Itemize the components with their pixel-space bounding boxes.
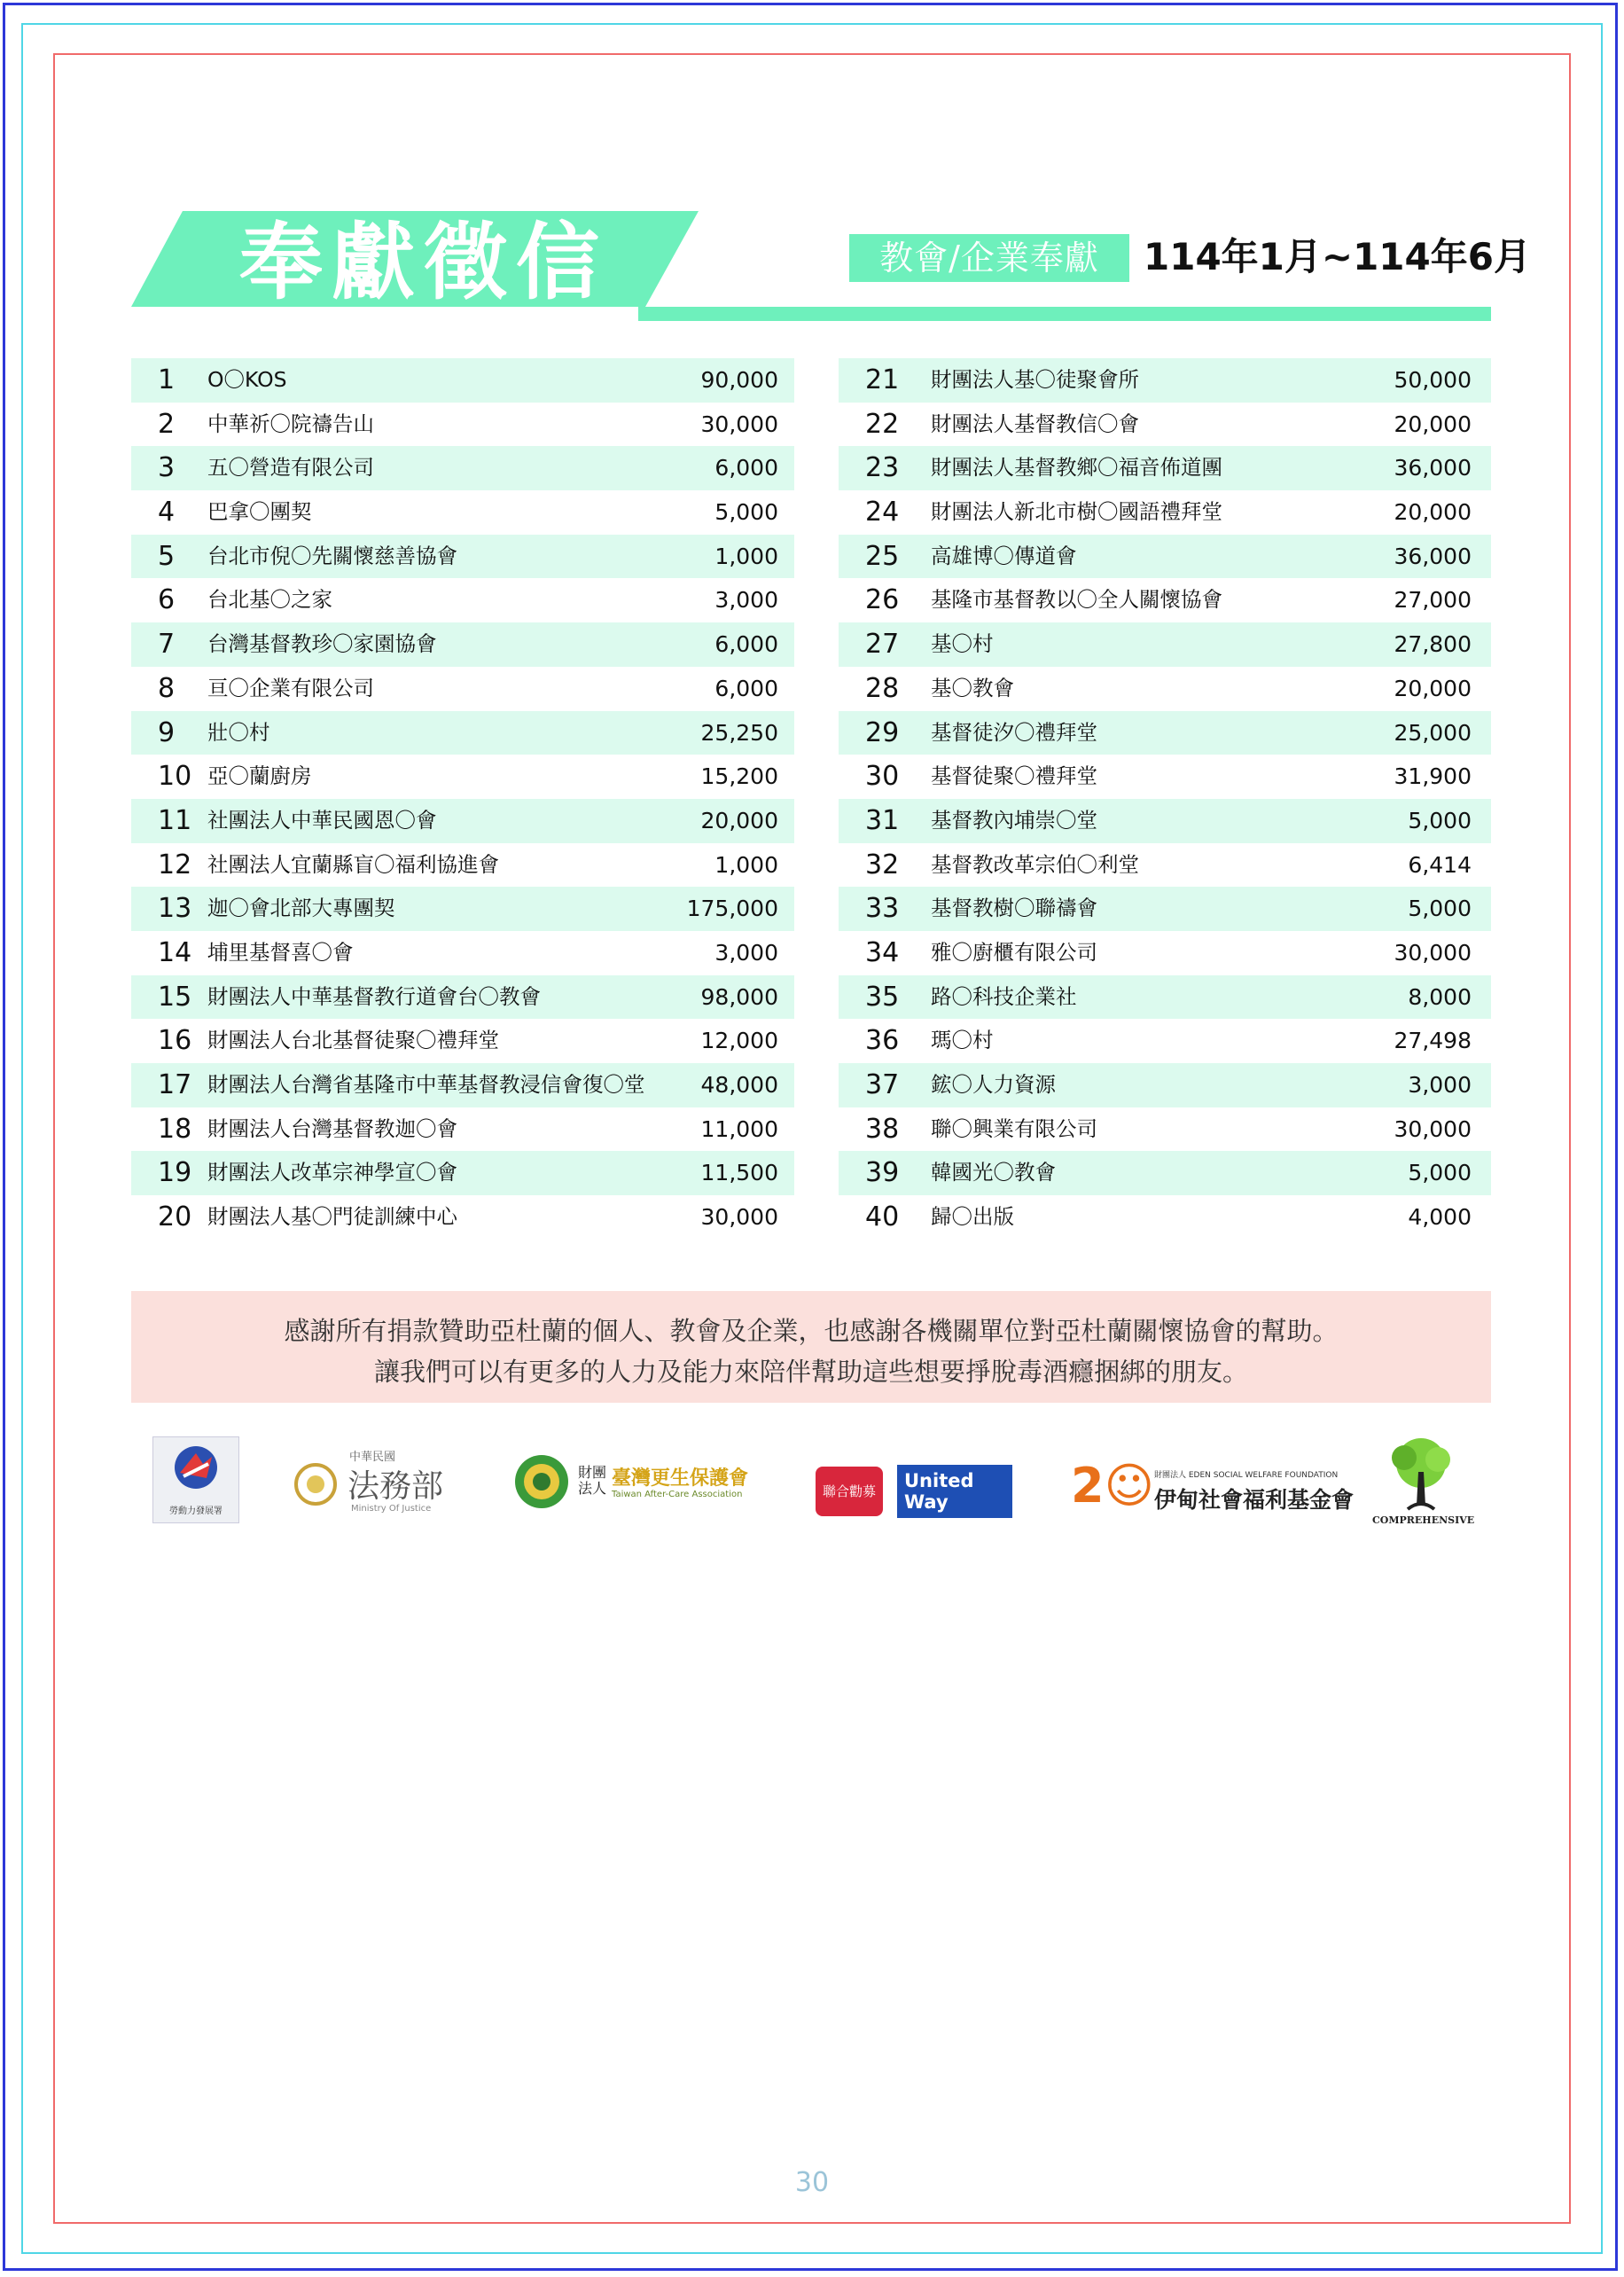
donation-number: 18 xyxy=(158,1113,192,1145)
donation-row xyxy=(131,358,794,403)
united-way-text-1: United xyxy=(904,1470,974,1491)
donation-number: 39 xyxy=(865,1157,900,1189)
thanks-line-2: 讓我們可以有更多的人力及能力來陪伴幫助這些想要掙脫毒酒癮捆綁的朋友。 xyxy=(373,1357,1248,1387)
donation-number: 1 xyxy=(158,364,176,395)
donor-name: 鋐〇人力資源 xyxy=(931,1072,1056,1097)
donation-row xyxy=(839,535,1491,579)
donation-row xyxy=(131,1063,794,1107)
eden-mark-icon: 2☺ xyxy=(1071,1458,1154,1514)
donor-name: 台灣基督教珍〇家園協會 xyxy=(207,631,437,657)
donor-name: 歸〇出版 xyxy=(931,1204,1014,1230)
donor-name: 基督教樹〇聯禱會 xyxy=(931,896,1097,921)
donor-name: 路〇科技企業社 xyxy=(931,983,1077,1009)
donation-row xyxy=(131,667,794,711)
donor-name: 財團法人改革宗神學宣〇會 xyxy=(207,1160,457,1185)
donation-number: 36 xyxy=(865,1025,900,1057)
donation-row xyxy=(131,887,794,931)
donation-amount: 90,000 xyxy=(700,367,778,393)
donation-amount: 3,000 xyxy=(714,587,778,614)
donation-number: 37 xyxy=(865,1069,900,1100)
donor-name: 財團法人基督教鄉〇福音佈道團 xyxy=(931,455,1222,481)
aftercare-prefix-2: 法人 xyxy=(578,1480,607,1497)
donation-amount: 12,000 xyxy=(700,1028,778,1054)
donor-name: 基隆市基督教以〇全人關懷協會 xyxy=(931,587,1222,613)
donation-row xyxy=(839,1063,1491,1107)
donation-row xyxy=(131,1019,794,1063)
donation-row xyxy=(839,358,1491,403)
donor-name: 基督徒汐〇禮拜堂 xyxy=(931,719,1097,745)
donation-amount: 50,000 xyxy=(1394,367,1472,393)
comprehensive-logo xyxy=(1372,1436,1475,1534)
donation-number: 23 xyxy=(865,452,900,484)
donation-number: 26 xyxy=(865,584,900,616)
donation-row xyxy=(839,1019,1491,1063)
donor-name: 台北基〇之家 xyxy=(207,587,332,613)
donation-number: 14 xyxy=(158,936,192,968)
donation-amount: 36,000 xyxy=(1394,543,1472,569)
tree-icon xyxy=(1372,1436,1470,1516)
donor-name: 中華祈〇院禱告山 xyxy=(207,411,374,436)
donation-number: 11 xyxy=(158,804,192,836)
donor-name: 亞〇蘭廚房 xyxy=(207,763,312,789)
donor-name: 財團法人台灣基督教迦〇會 xyxy=(207,1115,457,1141)
donation-amount: 20,000 xyxy=(1394,675,1472,701)
united-way-red-mark: 聯合勸募 xyxy=(816,1467,883,1516)
donation-amount: 4,000 xyxy=(1408,1204,1472,1231)
donation-amount: 36,000 xyxy=(1394,455,1472,481)
united-way-blue-mark xyxy=(897,1465,1012,1518)
thanks-note xyxy=(131,1291,1491,1403)
donor-name: 基〇村 xyxy=(931,631,994,657)
aftercare-logo xyxy=(512,1436,805,1525)
donation-amount: 30,000 xyxy=(700,1204,778,1231)
donation-number: 6 xyxy=(158,584,176,616)
donation-number: 19 xyxy=(158,1157,192,1189)
donation-amount: 15,200 xyxy=(700,763,778,790)
donor-name: 財團法人台北基督徒聚〇禮拜堂 xyxy=(207,1028,499,1053)
donation-row xyxy=(839,1107,1491,1152)
donation-number: 28 xyxy=(865,672,900,704)
donation-number: 10 xyxy=(158,761,192,793)
donation-number: 9 xyxy=(158,716,176,748)
donation-row xyxy=(131,1195,794,1240)
donor-name: 基督徒聚〇禮拜堂 xyxy=(931,763,1097,789)
donation-row xyxy=(839,711,1491,755)
donation-number: 30 xyxy=(865,761,900,793)
donor-name: 巴拿〇團契 xyxy=(207,499,312,525)
donation-number: 7 xyxy=(158,629,176,661)
labor-agency-emblem-icon xyxy=(153,1437,238,1499)
donation-amount: 27,000 xyxy=(1394,587,1472,614)
donor-name: 聯〇興業有限公司 xyxy=(931,1115,1097,1141)
donation-amount: 30,000 xyxy=(700,411,778,437)
donor-name: 壯〇村 xyxy=(207,719,270,745)
moj-logo xyxy=(291,1436,468,1525)
donation-row xyxy=(839,931,1491,975)
donation-row xyxy=(839,403,1491,447)
donation-number: 20 xyxy=(158,1201,192,1233)
donor-name: 韓國光〇教會 xyxy=(931,1160,1056,1185)
donation-number: 32 xyxy=(865,849,900,880)
donation-number: 35 xyxy=(865,981,900,1013)
united-way-logo xyxy=(816,1436,1016,1525)
labor-agency-logo xyxy=(152,1436,239,1523)
donation-amount: 6,000 xyxy=(714,631,778,658)
comprehensive-text: COMPREHENSIVE xyxy=(1372,1514,1475,1526)
donation-row xyxy=(131,975,794,1020)
donation-row xyxy=(131,490,794,535)
donation-number: 33 xyxy=(865,893,900,925)
donor-name: 台北市倪〇先關懷慈善協會 xyxy=(207,543,457,568)
donation-amount: 6,000 xyxy=(714,675,778,701)
donor-name: 財團法人新北市樹〇國語禮拜堂 xyxy=(931,499,1222,525)
donation-row xyxy=(839,622,1491,667)
moj-emblem-icon xyxy=(291,1459,340,1509)
donation-number: 27 xyxy=(865,629,900,661)
donation-list-right xyxy=(839,358,1491,1240)
donation-number: 12 xyxy=(158,849,192,880)
page-number: 30 xyxy=(794,2167,830,2198)
donation-number: 25 xyxy=(865,540,900,572)
donation-amount: 11,000 xyxy=(700,1115,778,1142)
donation-row xyxy=(131,1107,794,1152)
donation-amount: 5,000 xyxy=(1408,807,1472,833)
donation-number: 31 xyxy=(865,804,900,836)
donation-amount: 175,000 xyxy=(686,896,778,922)
donation-row xyxy=(131,622,794,667)
donation-row xyxy=(839,843,1491,888)
donation-amount: 25,000 xyxy=(1394,719,1472,746)
donor-name: 財團法人台灣省基隆市中華基督教浸信會復〇堂 xyxy=(207,1072,645,1097)
donation-number: 5 xyxy=(158,540,176,572)
donation-amount: 48,000 xyxy=(700,1072,778,1098)
eden-logo xyxy=(1071,1436,1355,1525)
donor-name: 財團法人中華基督教行道會台〇教會 xyxy=(207,983,541,1009)
aftercare-main-text: 臺灣更生保護會 xyxy=(612,1467,749,1490)
donation-number: 38 xyxy=(865,1113,900,1145)
donor-name: 迦〇會北部大專團契 xyxy=(207,896,395,921)
donation-row xyxy=(839,799,1491,843)
moj-main-text: 法務部 xyxy=(347,1468,444,1505)
donation-row xyxy=(131,711,794,755)
category-badge: 教會/企業奉獻 xyxy=(849,234,1129,282)
donation-amount: 3,000 xyxy=(714,939,778,966)
donation-row xyxy=(131,535,794,579)
eden-main-text: 伊甸社會福利基金會 xyxy=(1154,1487,1355,1513)
donor-name: 財團法人基〇徒聚會所 xyxy=(931,367,1139,392)
donation-number: 34 xyxy=(865,936,900,968)
donation-row xyxy=(839,755,1491,799)
donor-name: 瑪〇村 xyxy=(931,1028,994,1053)
period-label: 114年1月~114年6月 xyxy=(1144,235,1531,278)
donation-row xyxy=(131,578,794,622)
donor-name: 基督教內埔崇〇堂 xyxy=(931,807,1097,833)
donation-amount: 8,000 xyxy=(1408,983,1472,1010)
donation-amount: 20,000 xyxy=(1394,411,1472,437)
donation-list-left xyxy=(131,358,794,1240)
donation-row xyxy=(131,403,794,447)
donation-number: 22 xyxy=(865,408,900,440)
donation-number: 3 xyxy=(158,452,176,484)
aftercare-prefix-1: 財團 xyxy=(578,1464,607,1481)
donation-amount: 20,000 xyxy=(700,807,778,833)
donation-amount: 1,000 xyxy=(714,543,778,569)
donation-row xyxy=(839,1195,1491,1240)
donation-row xyxy=(839,490,1491,535)
aftercare-sub-text: Taiwan After-Care Association xyxy=(612,1490,743,1499)
donor-name: 亘〇企業有限公司 xyxy=(207,675,374,700)
donation-row xyxy=(131,755,794,799)
donation-row xyxy=(131,931,794,975)
donation-row xyxy=(839,975,1491,1020)
donation-amount: 5,000 xyxy=(714,499,778,526)
donation-amount: 30,000 xyxy=(1394,1115,1472,1142)
donor-name: 財團法人基督教信〇會 xyxy=(931,411,1139,436)
donation-number: 24 xyxy=(865,497,900,528)
donation-number: 2 xyxy=(158,408,176,440)
donation-amount: 5,000 xyxy=(1408,896,1472,922)
donation-number: 40 xyxy=(865,1201,900,1233)
donor-name: 五〇營造有限公司 xyxy=(207,455,374,481)
donation-amount: 3,000 xyxy=(1408,1072,1472,1098)
donation-number: 17 xyxy=(158,1069,192,1100)
donation-number: 16 xyxy=(158,1025,192,1057)
donation-amount: 6,414 xyxy=(1408,851,1472,878)
donation-amount: 20,000 xyxy=(1394,499,1472,526)
thanks-line-1: 感謝所有捐款贊助亞杜蘭的個人、教會及企業，也感謝各機關單位對亞杜蘭關懷協會的幫助。 xyxy=(284,1316,1339,1346)
donor-name: 基〇教會 xyxy=(931,675,1014,700)
donation-number: 15 xyxy=(158,981,192,1013)
eden-small-text: 財團法人 EDEN SOCIAL WELFARE FOUNDATION xyxy=(1154,1471,1339,1480)
donation-row xyxy=(131,1151,794,1195)
donation-amount: 11,500 xyxy=(700,1160,778,1186)
donation-row xyxy=(131,799,794,843)
donation-number: 21 xyxy=(865,364,900,395)
donation-amount: 27,498 xyxy=(1394,1028,1472,1054)
donation-row xyxy=(839,446,1491,490)
donation-amount: 5,000 xyxy=(1408,1160,1472,1186)
donation-row xyxy=(131,446,794,490)
sponsor-logos xyxy=(131,1436,1491,1534)
donor-name: 高雄博〇傳道會 xyxy=(931,543,1077,568)
donation-row xyxy=(839,887,1491,931)
donation-amount: 6,000 xyxy=(714,455,778,481)
moj-top-text: 中華民國 xyxy=(349,1451,396,1464)
donation-number: 29 xyxy=(865,716,900,748)
donor-name: O〇KOS xyxy=(207,367,287,392)
donor-name: 財團法人基〇門徒訓練中心 xyxy=(207,1204,457,1230)
donation-amount: 98,000 xyxy=(700,983,778,1010)
donation-row xyxy=(839,578,1491,622)
donation-amount: 30,000 xyxy=(1394,939,1472,966)
donation-amount: 27,800 xyxy=(1394,631,1472,658)
donor-name: 埔里基督喜〇會 xyxy=(207,939,354,965)
donor-name: 基督教改革宗伯〇利堂 xyxy=(931,851,1139,877)
labor-agency-text: 勞動力發展署 xyxy=(169,1506,223,1516)
moj-sub-text: Ministry Of Justice xyxy=(351,1504,432,1514)
donation-amount: 1,000 xyxy=(714,851,778,878)
donor-name: 社團法人宜蘭縣盲〇福利協進會 xyxy=(207,851,499,877)
donation-row xyxy=(839,667,1491,711)
donor-name: 雅〇廚櫃有限公司 xyxy=(931,939,1097,965)
donor-name: 社團法人中華民國恩〇會 xyxy=(207,807,437,833)
donation-amount: 31,900 xyxy=(1394,763,1472,790)
title-underline xyxy=(638,307,1491,321)
donation-number: 13 xyxy=(158,893,192,925)
page-title: 奉獻徵信 xyxy=(239,215,609,311)
donation-number: 8 xyxy=(158,672,176,704)
united-way-text-2: Way xyxy=(904,1491,949,1513)
donation-row xyxy=(131,843,794,888)
donation-number: 4 xyxy=(158,497,176,528)
aftercare-emblem-icon xyxy=(512,1452,571,1511)
donation-amount: 25,250 xyxy=(700,719,778,746)
donation-row xyxy=(839,1151,1491,1195)
